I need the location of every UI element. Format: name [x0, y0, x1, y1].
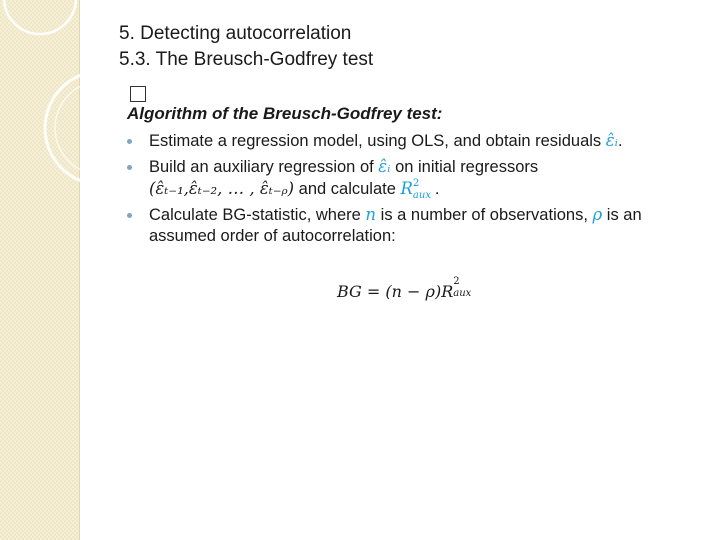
residual-symbol: ε̂ᵢ	[605, 131, 618, 150]
list-item	[126, 204, 711, 247]
step-1-end: .	[617, 132, 623, 150]
bullet-icon	[127, 165, 132, 170]
n-symbol: n	[365, 205, 377, 224]
list-item	[126, 130, 711, 152]
slide-title-line-1: 5. Detecting autocorrelation	[119, 23, 352, 44]
bg-statistic-formula	[337, 276, 475, 301]
formula-subscript: aux	[453, 288, 472, 299]
algorithm-heading: Algorithm of the Breusch-Godfrey test:	[127, 104, 443, 123]
step-2-text-c: and calculate	[294, 180, 401, 198]
formula-main: BG = (n − ρ)R	[337, 282, 454, 301]
step-2-text: Build an auxiliary regression of	[149, 158, 379, 176]
formula-superscript: 2	[453, 276, 460, 287]
step-1-text: Estimate a regression model, using OLS, and obtain residuals	[149, 132, 606, 150]
step-3-text: Calculate BG-statistic, where	[149, 206, 366, 224]
step-2-text-b: on initial regressors	[390, 158, 539, 176]
r-subscript: aux	[412, 190, 431, 201]
r-superscript: 2	[412, 178, 420, 189]
bullet-icon	[127, 139, 132, 144]
rho-symbol: ρ	[592, 205, 603, 224]
placeholder-box-icon	[130, 86, 146, 102]
r-squared-aux	[400, 178, 434, 201]
residual-symbol: ε̂ᵢ	[378, 157, 391, 176]
step-3-text-b: is a number of observations,	[376, 206, 593, 224]
bullet-icon	[127, 213, 132, 218]
algorithm-steps-list	[126, 130, 711, 251]
list-item	[126, 156, 711, 200]
step-3-text-c: is an assumed order of autocorrelation:	[149, 206, 642, 245]
step-2-end: .	[434, 180, 440, 198]
r-symbol: R	[400, 179, 413, 198]
lagged-residuals: (ε̂ₜ₋₁,ε̂ₜ₋₂, … , ε̂ₜ₋ᵨ)	[149, 179, 295, 198]
slide-title-line-2: 5.3. The Breusch-Godfrey test	[119, 49, 374, 70]
